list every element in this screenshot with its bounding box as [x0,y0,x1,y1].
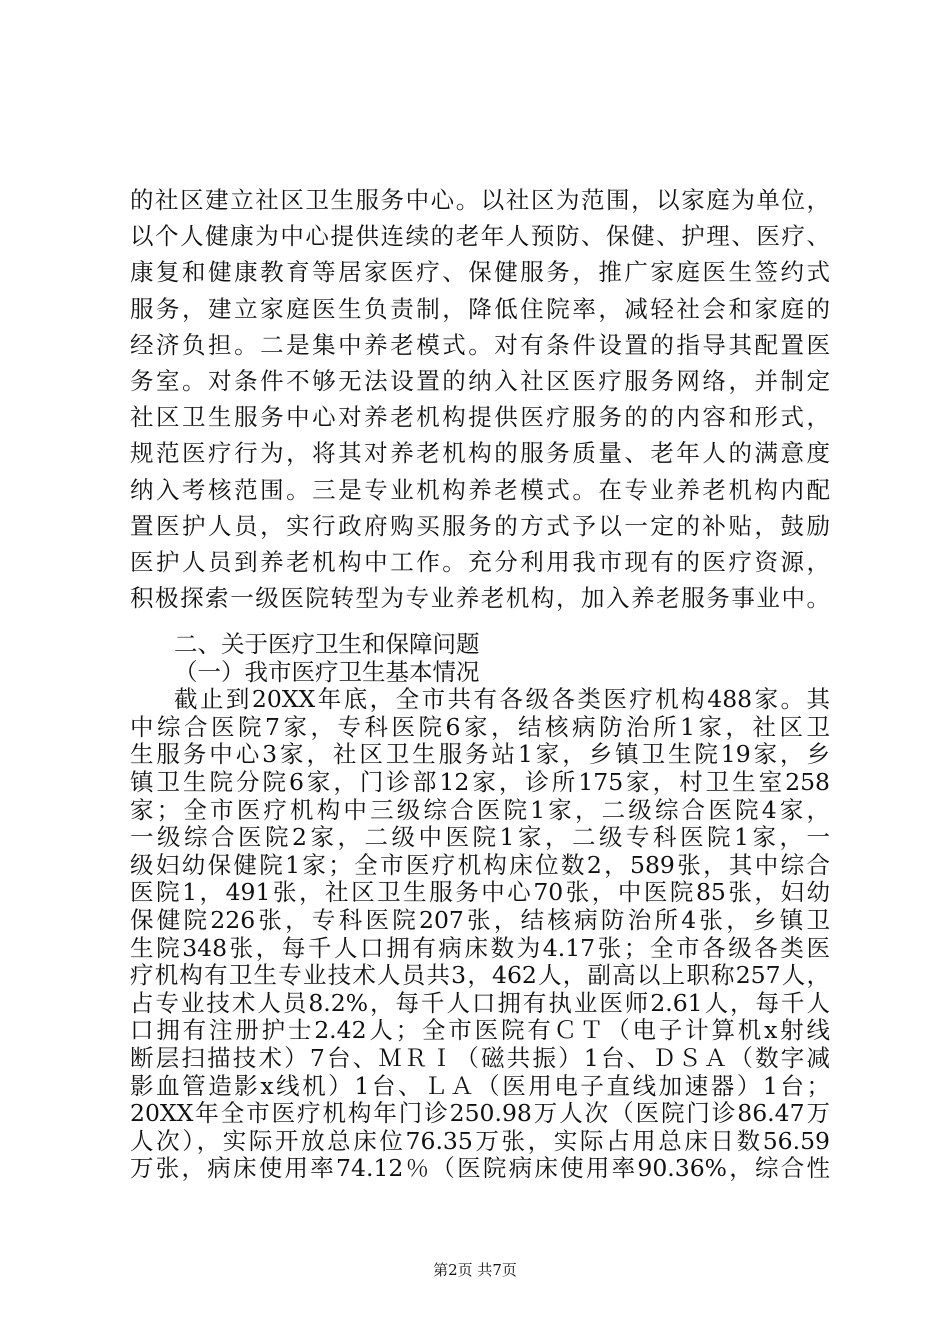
paragraph-line: 务室。对条件不够无法设置的纳入社区医疗服务网络，并制定 [130,367,830,395]
paragraph-line: 占专业技术人员8.2%，每千人口拥有执业医师2.61人，每千人 [130,988,830,1017]
paragraph-line: 纳入考核范围。三是专业机构养老模式。在专业养老机构内配 [130,475,830,504]
paragraph-line: 生院348张，每千人口拥有病床数为4.17张；全市各级各类医 [130,933,830,962]
paragraph-line: 家；全市医疗机构中三级综合医院1家，二级综合医院4家， [130,795,830,824]
paragraph-line: 人次），实际开放总床位76.35万张，实际占用总床日数56.59 [130,1126,830,1155]
paragraph-line: 社区卫生服务中心对养老机构提供医疗服务的的内容和形式， [130,403,830,432]
paragraph-line: 影血管造影x线机）1台、ＬＡ（医用电子直线加速器）1台； [130,1071,830,1100]
paragraph-line: 镇卫生院分院6家，门诊部12家，诊所175家，村卫生室258 [130,768,830,796]
paragraph-line: 以个人健康为中心提供连续的老年人预防、保健、护理、医疗、 [130,222,830,251]
paragraph-line: 规范医疗行为，将其对养老机构的服务质量、老年人的满意度 [130,439,830,468]
paragraph-line: 口拥有注册护士2.42人；全市医院有ＣＴ（电子计算机x射线 [130,1016,830,1045]
paragraph-line: 的社区建立社区卫生服务中心。以社区为范围，以家庭为单位， [130,186,830,214]
paragraph-line: 服务，建立家庭医生负责制，降低住院率，减轻社会和家庭的 [130,294,830,323]
subsection-heading: （一）我市医疗卫生基本情况 [174,657,480,686]
paragraph-line: 医护人员到养老机构中工作。充分利用我市现有的医疗资源， [130,548,830,576]
paragraph-line: 疗机构有卫生专业技术人员共3，462人，副高以上职称257人， [130,961,830,990]
paragraph-line: 经济负担。二是集中养老模式。对有条件设置的指导其配置医 [130,330,830,359]
paragraph-line: 生服务中心3家，社区卫生服务站1家，乡镇卫生院19家，乡 [130,740,830,769]
paragraph-line: 20XX年全市医疗机构年门诊250.98万人次（医院门诊86.47万 [130,1099,830,1128]
paragraph-line: 一级综合医院2家，二级中医院1家，二级专科医院1家，一 [130,823,830,852]
paragraph-line: 积极探索一级医院转型为专业养老机构，加入养老服务事业中。 [130,584,830,613]
paragraph-line: 断层扫描技术）7台、ＭＲＩ（磁共振）1台、ＤＳＡ（数字减 [130,1044,830,1072]
paragraph-line: 置医护人员，实行政府购买服务的方式予以一定的补贴，鼓励 [130,511,830,540]
paragraph-line: 万张，病床使用率74.12％（医院病床使用率90.36%，综合性 [130,1154,830,1183]
paragraph-line: 截止到20XX年底，全市共有各级各类医疗机构488家。其 [174,685,830,714]
paragraph-line: 中综合医院7家，专科医院6家，结核病防治所1家，社区卫 [130,712,830,741]
paragraph-line: 保健院226张，专科医院207张，结核病防治所4张，乡镇卫 [130,906,830,934]
paragraph-line: 医院1，491张，社区卫生服务中心70张，中医院85张，妇幼 [130,878,830,907]
paragraph-line: 康复和健康教育等居家医疗、保健服务，推广家庭医生签约式 [130,258,830,287]
page-footer: 第2页 共7页 [433,1261,517,1279]
paragraph-line: 级妇幼保健院1家；全市医疗机构床位数2，589张，其中综合 [130,850,830,879]
section-heading: 二、关于医疗卫生和保障问题 [174,630,480,658]
